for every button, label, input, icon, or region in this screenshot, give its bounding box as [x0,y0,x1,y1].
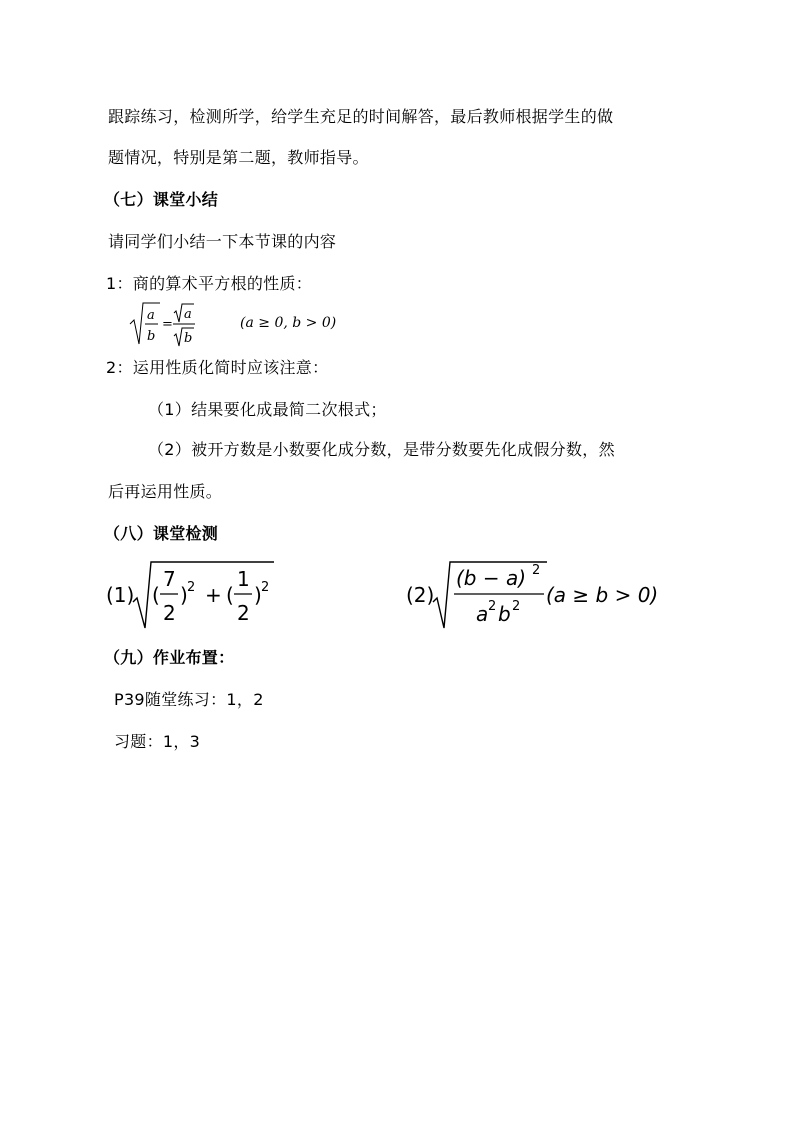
q1-plus: + [205,583,222,607]
formula-condition: (a ≥ 0, b > 0) [240,315,337,331]
summary-note-2-cont: 后再运用性质。 [108,482,223,501]
q2-denominator-a-exponent: 2 [488,599,497,614]
homework-item-2: 习题：1，3 [114,732,201,751]
q1-exponent-1: 2 [187,580,196,595]
q2-denominator-b: b [498,602,511,626]
q2-numerator-exponent: 2 [532,563,541,578]
q2-condition: (a ≥ b > 0) [546,583,659,607]
summary-note-1: （1）结果要化成最简二次根式； [148,400,387,419]
q1-fraction1-denominator: 2 [163,601,176,625]
formula-rhs-denominator: b [184,331,193,346]
q2-numerator: (b − a) [456,566,527,590]
test-question-2 [404,558,694,634]
svg-text:): ) [180,583,188,607]
q1-fraction2-numerator: 1 [237,567,250,591]
formula-rhs-numerator: a [184,307,192,322]
section-heading-homework: （九）作业布置： [104,648,235,667]
svg-text:(: ( [226,583,234,607]
paragraph-line: 题情况，特别是第二题，教师指导。 [108,148,369,167]
q1-fraction1-numerator: 7 [163,567,176,591]
quotient-root-formula [128,300,358,352]
q1-exponent-2: 2 [261,580,270,595]
section-heading-summary: （七）课堂小结 [104,190,219,209]
paragraph-line: 跟踪练习，检测所学，给学生充足的时间解答，最后教师根据学生的做 [108,107,614,126]
summary-note-2: （2）被开方数是小数要化成分数，是带分数要先化成假分数，然 [148,440,615,459]
formula-equals: = [162,317,173,332]
q2-denominator-a: a [476,602,489,626]
formula-lhs-numerator: a [147,308,155,323]
q2-denominator-b-exponent: 2 [512,599,521,614]
formula-lhs-denominator: b [147,329,156,344]
svg-text:(: ( [152,583,160,607]
summary-item-1: 1：商的算术平方根的性质： [106,274,313,293]
svg-text:): ) [254,583,262,607]
section-heading-test: （八）课堂检测 [104,524,219,543]
q1-fraction2-denominator: 2 [237,601,250,625]
homework-item-1: P39随堂练习：1，2 [114,690,264,709]
summary-item-2: 2：运用性质化简时应该注意： [106,358,329,377]
summary-intro: 请同学们小结一下本节课的内容 [108,232,337,251]
test-question-1 [104,558,294,634]
question-1-label: (1) [106,583,135,607]
question-2-label: (2) [406,583,435,607]
